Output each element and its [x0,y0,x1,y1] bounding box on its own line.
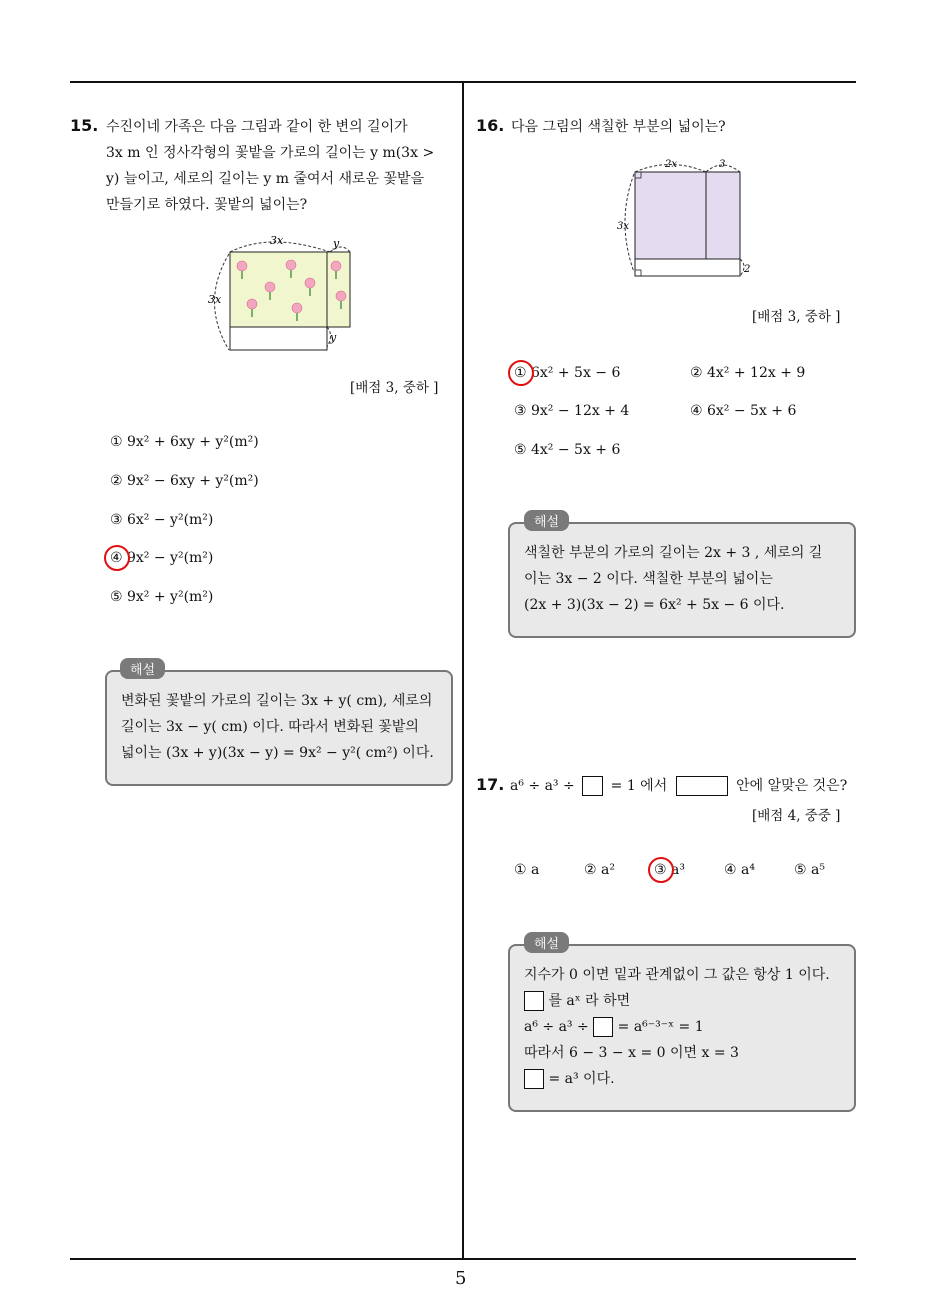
score-meta: [배점 4, 중중 ] [752,808,841,824]
top-label-1: 2x [665,159,678,170]
choice-5[interactable]: ⑤ 4x² − 5x + 6 [514,442,621,458]
choice-4[interactable]: ④ 6x² − 5x + 6 [690,403,797,419]
shaded-rectangle-figure [610,152,760,287]
top-label-2: 3 [719,159,726,170]
choice-2[interactable]: ② 9x² − 6xy + y²(m²) [110,473,259,489]
explanation-line: 색칠한 부분의 가로의 길이는 2x + 3 , 세로의 길 [524,545,823,561]
blank-box [524,991,544,1011]
choice-4[interactable]: ④ a⁴ [724,862,755,878]
question-line: y) 늘이고, 세로의 길이는 y m 줄여서 새로운 꽃밭을 [106,171,425,187]
question-number: 17. [476,775,505,794]
question-line: 수진이네 가족은 다음 그림과 같이 한 변의 길이가 [106,119,408,135]
question-line: 3x m 인 정사각형의 꽃밭을 가로의 길이는 y m(3x > [106,145,435,161]
selected-answer-mark [508,360,534,386]
bottom-rule [70,1258,856,1260]
explanation-text: a⁶ ÷ a³ ÷ [524,1019,589,1035]
explanation-line: 변화된 꽃밭의 가로의 길이는 3x + y( cm), 세로의 [121,693,433,709]
question-text-part: = 1 에서 [610,778,668,794]
left-label: 3x [617,221,630,232]
explanation-text: = a⁶⁻³⁻ˣ = 1 [617,1019,704,1035]
explanation-box [508,522,856,638]
right-bottom-label: y [330,331,337,344]
explanation-tag: 해설 [524,510,569,531]
blank-box [524,1069,544,1089]
selected-answer-mark [648,857,674,883]
selected-answer-mark [104,545,130,571]
blank-box [582,776,603,796]
score-meta: [배점 3, 중하 ] [752,309,841,325]
right-top-label: y [333,237,340,250]
explanation-text: = a³ 이다. [548,1071,615,1087]
choice-2[interactable]: ② 4x² + 12x + 9 [690,365,806,381]
explanation-line: 지수가 0 이면 밑과 관계없이 그 값은 항상 1 이다. [524,967,830,983]
flower-garden-figure [200,230,370,355]
question-number: 15. [70,116,99,135]
choice-5[interactable]: ⑤ a⁵ [794,862,825,878]
choice-3[interactable]: ③ 9x² − 12x + 4 [514,403,630,419]
question-number: 16. [476,116,505,135]
explanation-tag: 해설 [120,658,165,679]
choice-1[interactable]: ① a [514,862,540,878]
question-text-part: a⁶ ÷ a³ ÷ [510,778,575,794]
explanation-line: 길이는 3x − y( cm) 이다. 따라서 변화된 꽃밭의 [121,719,419,735]
left-label: 3x [208,293,222,306]
explanation-tag: 해설 [524,932,569,953]
choice-2[interactable]: ② a² [584,862,615,878]
question-text [106,114,456,218]
explanation-line: 이는 3x − 2 이다. 색칠한 부분의 넓이는 [524,571,773,587]
score-meta: [배점 3, 중하 ] [350,380,439,396]
question-text [510,773,847,799]
explanation-box [508,944,856,1112]
explanation-line: 따라서 6 − 3 − x = 0 이면 x = 3 [524,1045,739,1061]
explanation-box [105,670,453,786]
question-text: 다음 그림의 색칠한 부분의 넓이는? [511,119,726,135]
column-divider [462,83,464,1259]
choice-4[interactable]: ④ 9x² − y²(m²) [110,550,214,566]
explanation-line [524,988,842,1014]
explanation-line [524,1066,842,1092]
explanation-line [524,1014,842,1040]
right-label: 2 [744,264,751,275]
choice-3[interactable]: ③ a³ [654,862,685,878]
question-line: 만들기로 하였다. 꽃밭의 넓이는? [106,197,308,213]
question-text-part: 안에 알맞은 것은? [736,778,848,794]
choice-1[interactable]: ① 6x² + 5x − 6 [514,365,621,381]
choice-3[interactable]: ③ 6x² − y²(m²) [110,512,214,528]
explanation-line: 넓이는 (3x + y)(3x − y) = 9x² − y²( cm²) 이다. [121,745,434,761]
blank-box [593,1017,613,1037]
choice-5[interactable]: ⑤ 9x² + y²(m²) [110,589,214,605]
explanation-text: 를 aˣ 라 하면 [548,993,631,1009]
blank-box-wide [676,776,728,796]
page-number: 5 [455,1268,467,1289]
choice-1[interactable]: ① 9x² + 6xy + y²(m²) [110,434,259,450]
top-label: 3x [270,234,284,247]
explanation-line: (2x + 3)(3x − 2) = 6x² + 5x − 6 이다. [524,597,785,613]
